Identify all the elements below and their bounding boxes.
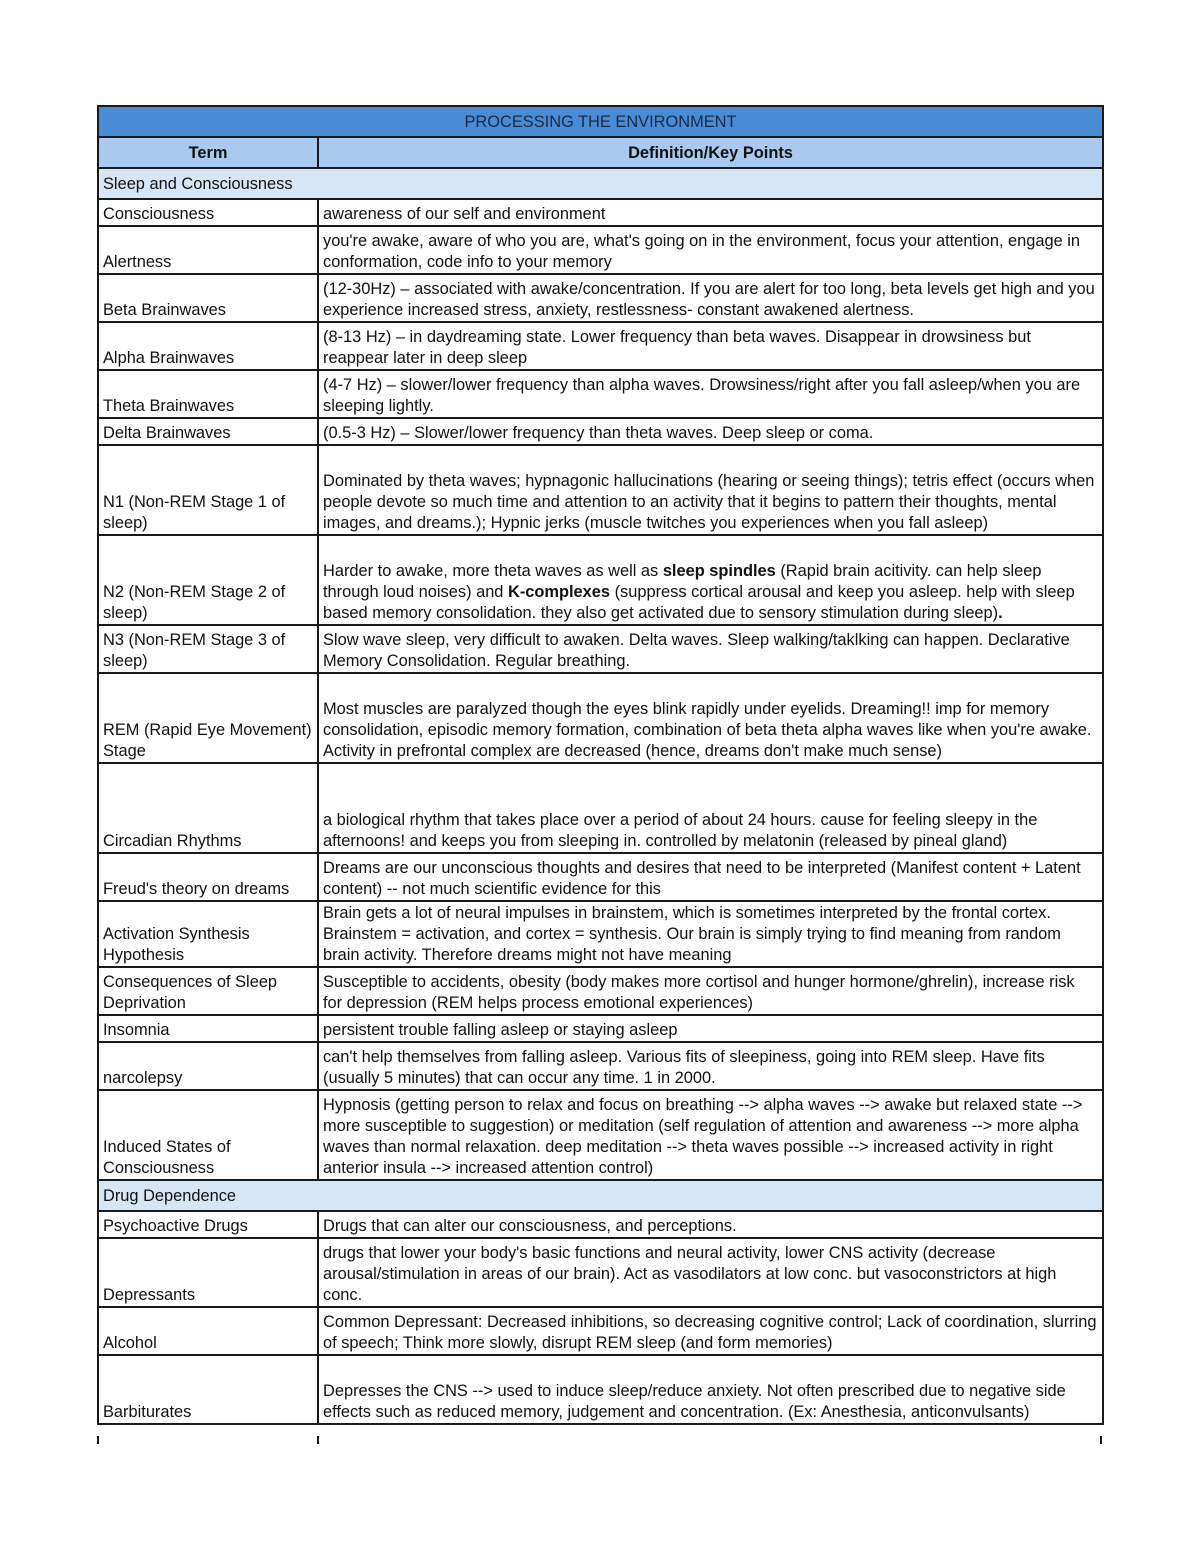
table-row (98, 1211, 1103, 1238)
table-row (98, 1090, 1103, 1180)
table-row (98, 322, 1103, 370)
term-cell: Alpha Brainwaves (98, 322, 318, 370)
term-cell: Alcohol (98, 1307, 318, 1355)
table-row (98, 763, 1103, 853)
left-border-stub (97, 1436, 99, 1444)
definition-cell: Dominated by theta waves; hypnagonic hallucinations (hearing or seeing things); tetris effect (occurs when people devote so much time and attention to an activity that it begins to pattern their thoughts, mental images, and dreams.); Hypnic jerks (muscle twitches you experiences when you fall asleep) (318, 445, 1103, 535)
table-row (98, 673, 1103, 763)
term-cell: REM (Rapid Eye Movement) Stage (98, 673, 318, 763)
term-cell: Induced States of Consciousness (98, 1090, 318, 1180)
table-row (98, 625, 1103, 673)
definition-cell: Depresses the CNS --> used to induce sleep/reduce anxiety. Not often prescribed due to negative side effects such as reduced memory, judgement and concentration. (Ex: Anesthesia, anticonvulsants) (318, 1355, 1103, 1424)
definition-bold-text: sleep spindles (662, 562, 776, 580)
definition-cell: Slow wave sleep, very difficult to awaken. Delta waves. Sleep walking/taklking can happen. Declarative Memory Consolidation. Regular breathing. (318, 625, 1103, 673)
term-cell: Depressants (98, 1238, 318, 1307)
term-cell: Consciousness (98, 199, 318, 226)
term-cell: Insomnia (98, 1015, 318, 1042)
term-cell: N1 (Non-REM Stage 1 of sleep) (98, 445, 318, 535)
right-border-stub (1100, 1436, 1102, 1444)
table-continuation-edge (97, 1436, 1102, 1444)
definition-text: (Rapid brain acitivity. can help sleep through loud noises) and (323, 562, 1042, 601)
definition-cell: Susceptible to accidents, obesity (body makes more cortisol and hunger hormone/ghrelin), increase risk for depression (REM helps process emotional experiences) (318, 967, 1103, 1015)
definition-bold-text: K-complexes (507, 583, 611, 601)
table-row (98, 1307, 1103, 1355)
column-header-row (98, 137, 1103, 168)
term-cell: N3 (Non-REM Stage 3 of sleep) (98, 625, 318, 673)
term-cell: Theta Brainwaves (98, 370, 318, 418)
table-row (98, 1015, 1103, 1042)
section-row (98, 168, 1103, 199)
definition-cell: drugs that lower your body's basic functions and neural activity, lower CNS activity (decrease arousal/stimulation in areas of our brain). Act as vasodilators at low conc. but vasoconstrictors at high conc. (318, 1238, 1103, 1307)
definition-cell: Brain gets a lot of neural impulses in brainstem, which is sometimes interpreted by the frontal cortex. Brainstem = activation, and cortex = synthesis. Our brain is simply trying to find meaning from random brain activity. Therefore dreams might not have meaning (318, 901, 1103, 967)
definition-cell: Hypnosis (getting person to relax and focus on breathing --> alpha waves --> awake but relaxed state --> more susceptible to suggestion) or meditation (self regulation of attention and awareness --> more alpha waves than normal relaxation. deep meditation --> theta waves possible --> increased activity in right anterior insula --> increased attention control) (318, 1090, 1103, 1180)
definition-cell (318, 535, 1103, 625)
table-row (98, 1042, 1103, 1090)
table-row (98, 445, 1103, 535)
table-row (98, 967, 1103, 1015)
definition-cell: awareness of our self and environment (318, 199, 1103, 226)
definition-text: (suppress cortical arousal and keep you asleep. help with sleep based memory consolidation. they also get activated due to sensory stimulation during sleep) (323, 583, 1075, 622)
table-row (98, 370, 1103, 418)
term-cell: narcolepsy (98, 1042, 318, 1090)
definition-cell: (12-30Hz) – associated with awake/concentration. If you are alert for too long, beta levels get high and you experience increased stress, anxiety, restlessness- constant awakened alertness. (318, 274, 1103, 322)
definition-cell: Dreams are our unconscious thoughts and desires that need to be interpreted (Manifest content + Latent content) -- not much scientific evidence for this (318, 853, 1103, 901)
column-header-definition: Definition/Key Points (318, 137, 1103, 168)
section-title: Sleep and Consciousness (98, 168, 1103, 199)
term-cell: Activation Synthesis Hypothesis (98, 901, 318, 967)
definition-cell: (0.5-3 Hz) – Slower/lower frequency than theta waves. Deep sleep or coma. (318, 418, 1103, 445)
table-row (98, 853, 1103, 901)
table-row (98, 901, 1103, 967)
term-cell: Barbiturates (98, 1355, 318, 1424)
table-row (98, 418, 1103, 445)
definition-cell: a biological rhythm that takes place over a period of about 24 hours. cause for feeling sleepy in the afternoons! and keeps you from sleeping in. controlled by melatonin (released by pineal gland) (318, 763, 1103, 853)
definition-cell: (8-13 Hz) – in daydreaming state. Lower frequency than beta waves. Disappear in drowsiness but reappear later in deep sleep (318, 322, 1103, 370)
definition-cell: (4-7 Hz) – slower/lower frequency than alpha waves. Drowsiness/right after you fall asleep/when you are sleeping lightly. (318, 370, 1103, 418)
section-title: Drug Dependence (98, 1180, 1103, 1211)
table-row (98, 1355, 1103, 1424)
definition-cell: Most muscles are paralyzed though the eyes blink rapidly under eyelids. Dreaming!! imp for memory consolidation, episodic memory formation, combination of beta theta alpha waves like when you're awake. Activity in prefrontal complex are decreased (hence, dreams don't make much sense) (318, 673, 1103, 763)
definition-cell: can't help themselves from falling asleep. Various fits of sleepiness, going into REM sleep. Have fits (usually 5 minutes) that can occur any time. 1 in 2000. (318, 1042, 1103, 1090)
section-row (98, 1180, 1103, 1211)
term-cell: Consequences of Sleep Deprivation (98, 967, 318, 1015)
notes-table (97, 105, 1104, 1425)
column-header-term: Term (98, 137, 318, 168)
table-row (98, 1238, 1103, 1307)
table-title: PROCESSING THE ENVIRONMENT (98, 106, 1103, 137)
term-cell: Psychoactive Drugs (98, 1211, 318, 1238)
table-row (98, 535, 1103, 625)
definition-text: Harder to awake, more theta waves as well as (323, 562, 663, 580)
term-cell: Delta Brainwaves (98, 418, 318, 445)
definition-cell: persistent trouble falling asleep or staying asleep (318, 1015, 1103, 1042)
term-cell: Alertness (98, 226, 318, 274)
table-title-row (98, 106, 1103, 137)
term-cell: N2 (Non-REM Stage 2 of sleep) (98, 535, 318, 625)
table-row (98, 226, 1103, 274)
definition-cell: Drugs that can alter our consciousness, and perceptions. (318, 1211, 1103, 1238)
term-cell: Circadian Rhythms (98, 763, 318, 853)
term-cell: Freud's theory on dreams (98, 853, 318, 901)
table-row (98, 274, 1103, 322)
definition-bold-text: . (998, 604, 1003, 622)
middle-border-stub (317, 1436, 319, 1444)
definition-cell: Common Depressant: Decreased inhibitions, so decreasing cognitive control; Lack of coordination, slurring of speech; Think more slowly, disrupt REM sleep (and form memories) (318, 1307, 1103, 1355)
definition-cell: you're awake, aware of who you are, what's going on in the environment, focus your attention, engage in conformation, code info to your memory (318, 226, 1103, 274)
term-cell: Beta Brainwaves (98, 274, 318, 322)
table-row (98, 199, 1103, 226)
